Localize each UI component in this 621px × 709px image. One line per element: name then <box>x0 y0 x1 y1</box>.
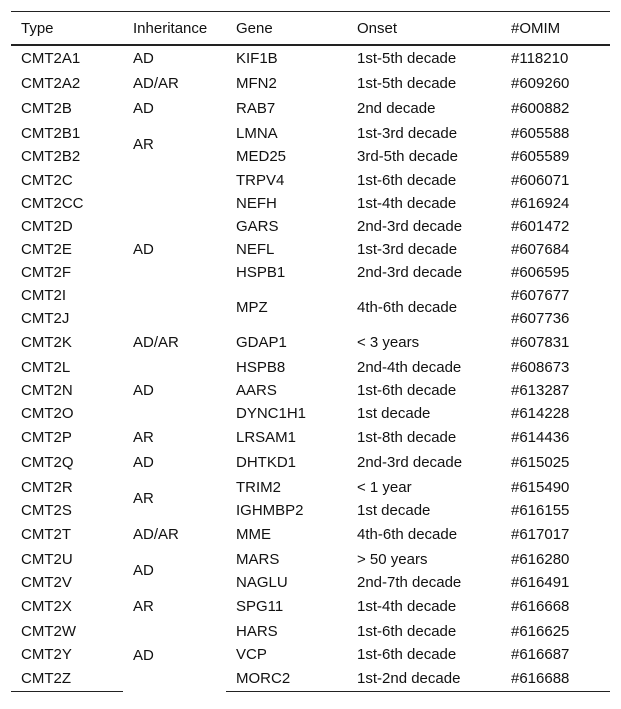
cell-type: CMT2X <box>21 598 72 615</box>
cell-gene: TRPV4 <box>236 171 285 189</box>
cell-onset: 1st-8th decade <box>357 429 457 446</box>
cell-onset: 2nd decade <box>357 100 436 117</box>
cell-onset: 1st-6th decade <box>357 622 457 640</box>
cell-onset: 1st-2nd decade <box>347 666 501 692</box>
table-row <box>11 71 610 96</box>
cell-inheritance: AD <box>133 100 154 117</box>
cell-gene: MPZ <box>236 298 268 316</box>
cell-inheritance: AR <box>133 429 154 446</box>
cell-inheritance: AR <box>133 598 154 615</box>
cell-gene: DHTKD1 <box>236 454 297 471</box>
cell-onset: < 3 years <box>357 334 420 351</box>
cell-gene: LRSAM1 <box>236 429 297 446</box>
header-inheritance: Inheritance <box>123 12 226 46</box>
cell-type: CMT2J <box>21 310 70 327</box>
cell-type: CMT2C <box>21 171 73 189</box>
cmt2-table <box>11 11 610 692</box>
header-omim: #OMIM <box>501 12 610 46</box>
cell-onset: 4th-6th decade <box>357 526 458 543</box>
cell-gene: MARS <box>236 550 280 568</box>
cell-onset: 1st-6th decade <box>357 171 457 189</box>
cell-gene: SPG11 <box>236 598 284 615</box>
cell-type: CMT2U <box>21 550 73 568</box>
cell-type: CMT2S <box>21 502 72 519</box>
table-row <box>11 666 610 692</box>
cell-type: CMT2CC <box>21 195 84 212</box>
cell-omim: #607736 <box>511 310 570 327</box>
cell-onset: 1st-5th decade <box>357 50 457 67</box>
cell-gene: IGHMBP2 <box>236 502 304 519</box>
table-row <box>11 402 610 425</box>
cell-onset: 1st-5th decade <box>357 75 457 92</box>
table-row <box>11 425 610 450</box>
table-row <box>11 619 610 643</box>
table-row <box>11 379 610 402</box>
cell-onset: < 1 year <box>357 478 412 496</box>
cell-inheritance: AD <box>133 50 154 67</box>
cell-omim: #616924 <box>511 195 570 212</box>
cell-onset: 2nd-4th decade <box>357 358 462 376</box>
table-row <box>11 121 610 145</box>
cell-omim: #601472 <box>511 218 570 235</box>
cell-omim: #616668 <box>511 598 570 615</box>
cell-onset: 1st decade <box>357 405 431 422</box>
table-row <box>11 96 610 121</box>
cell-onset: 2nd-7th decade <box>357 574 462 591</box>
cell-gene: MME <box>236 526 271 543</box>
table-row <box>11 499 610 522</box>
cell-omim: #616491 <box>511 574 570 591</box>
cell-gene: GDAP1 <box>236 334 287 351</box>
cell-onset: 4th-6th decade <box>357 298 458 316</box>
cell-omim: #616280 <box>511 550 570 568</box>
cell-onset: 1st-6th decade <box>357 382 457 399</box>
table-row <box>11 45 610 71</box>
cell-type: CMT2I <box>21 287 66 304</box>
cell-omim: #607831 <box>511 334 570 351</box>
cell-gene: NEFH <box>236 195 277 212</box>
cell-inheritance: AD/AR <box>133 75 179 92</box>
cell-inheritance: AD/AR <box>133 334 179 351</box>
cell-inheritance: AR <box>133 490 154 507</box>
cell-omim: #607684 <box>511 241 570 258</box>
cell-gene: MED25 <box>236 148 287 165</box>
cell-type: CMT2W <box>21 622 76 640</box>
cell-gene: LMNA <box>236 124 278 142</box>
cell-type: CMT2R <box>21 478 73 496</box>
cell-onset: 1st-4th decade <box>357 195 457 212</box>
cell-omim: #608673 <box>511 358 570 376</box>
cell-inheritance: AD <box>133 562 154 579</box>
table-row <box>11 145 610 168</box>
cell-omim: #615490 <box>511 478 570 496</box>
cell-type: CMT2Q <box>21 454 74 471</box>
cell-type: CMT2K <box>21 334 72 351</box>
cell-onset: 2nd-3rd decade <box>357 218 463 235</box>
cell-gene: MFN2 <box>236 75 277 92</box>
cell-omim: #606071 <box>511 171 570 189</box>
header-type: Type <box>11 12 123 46</box>
table-row <box>11 261 610 284</box>
cell-inheritance: AD <box>133 454 154 471</box>
cell-gene: KIF1B <box>236 50 278 67</box>
cell-omim: #614228 <box>511 405 570 422</box>
cell-gene: HSPB8 <box>236 358 286 376</box>
table-row <box>11 330 610 355</box>
cell-omim: #615025 <box>511 454 570 471</box>
cell-type: CMT2A1 <box>21 50 81 67</box>
cell-omim: #605588 <box>511 124 570 142</box>
header-row <box>11 12 610 46</box>
cell-type: CMT2T <box>21 526 71 543</box>
cell-onset: 1st-6th decade <box>357 646 457 663</box>
cell-gene: HARS <box>236 622 278 640</box>
table-row <box>11 215 610 238</box>
cell-type: CMT2L <box>21 358 71 376</box>
cell-type: CMT2D <box>21 218 73 235</box>
cell-type: CMT2V <box>21 574 72 591</box>
cell-type: CMT2P <box>21 429 72 446</box>
cell-onset: 2nd-3rd decade <box>357 454 463 471</box>
cell-omim: #613287 <box>511 382 570 399</box>
cell-type: CMT2B1 <box>21 124 81 142</box>
cell-omim: #614436 <box>511 429 570 446</box>
cell-type: CMT2O <box>21 405 74 422</box>
table-container <box>11 11 610 692</box>
cell-onset: 1st decade <box>357 502 431 519</box>
header-gene: Gene <box>226 12 347 46</box>
cell-onset: 1st-3rd decade <box>357 124 458 142</box>
cell-omim: #600882 <box>511 100 570 117</box>
cell-gene: MORC2 <box>226 666 347 692</box>
cell-type: CMT2A2 <box>21 75 81 92</box>
cell-inheritance: AD/AR <box>133 526 179 543</box>
cell-gene: NEFL <box>236 241 275 258</box>
table-row <box>11 475 610 499</box>
cell-omim: #606595 <box>511 264 570 281</box>
table-row <box>11 547 610 571</box>
table-row <box>11 643 610 666</box>
header-onset: Onset <box>347 12 501 46</box>
table-row <box>11 238 610 261</box>
cell-inheritance: AD <box>133 381 154 399</box>
cell-gene: VCP <box>236 646 267 663</box>
cell-omim: #609260 <box>511 75 570 92</box>
table-row <box>11 284 610 307</box>
cell-inheritance: AD <box>133 240 154 258</box>
cell-gene: TRIM2 <box>236 478 281 496</box>
cell-gene: AARS <box>236 382 277 399</box>
cell-type: CMT2Y <box>21 646 72 663</box>
cell-gene: DYNC1H1 <box>236 405 307 422</box>
cell-onset: > 50 years <box>357 550 428 568</box>
table-row <box>11 192 610 215</box>
cell-omim: #616688 <box>501 666 610 692</box>
cell-gene: RAB7 <box>236 100 276 117</box>
cell-omim: #617017 <box>511 526 570 543</box>
cell-omim: #605589 <box>511 148 570 165</box>
cell-omim: #607677 <box>511 287 570 304</box>
cell-onset: 1st-3rd decade <box>357 241 458 258</box>
table-row <box>11 522 610 547</box>
cell-type: CMT2B2 <box>21 148 81 165</box>
cell-onset: 2nd-3rd decade <box>357 264 463 281</box>
cell-type: CMT2E <box>21 241 72 258</box>
cell-gene: HSPB1 <box>236 264 286 281</box>
cell-omim: #616155 <box>511 502 570 519</box>
cell-gene: NAGLU <box>236 574 288 591</box>
cell-onset: 3rd-5th decade <box>357 148 458 165</box>
cell-type: CMT2Z <box>11 666 123 692</box>
cell-inheritance: AR <box>133 136 154 153</box>
cell-type: CMT2N <box>21 382 73 399</box>
table-row <box>11 355 610 379</box>
cell-onset: 1st-4th decade <box>357 598 457 615</box>
cell-inheritance: AD <box>133 646 154 664</box>
cell-type: CMT2F <box>21 264 71 281</box>
cell-omim: #118210 <box>511 50 569 67</box>
cell-type: CMT2B <box>21 100 72 117</box>
table-row <box>11 168 610 192</box>
table-row <box>11 594 610 619</box>
cell-omim: #616625 <box>511 622 570 640</box>
cell-gene: GARS <box>236 218 279 235</box>
table-row <box>11 571 610 594</box>
cell-omim: #616687 <box>511 646 570 663</box>
table-row <box>11 450 610 475</box>
